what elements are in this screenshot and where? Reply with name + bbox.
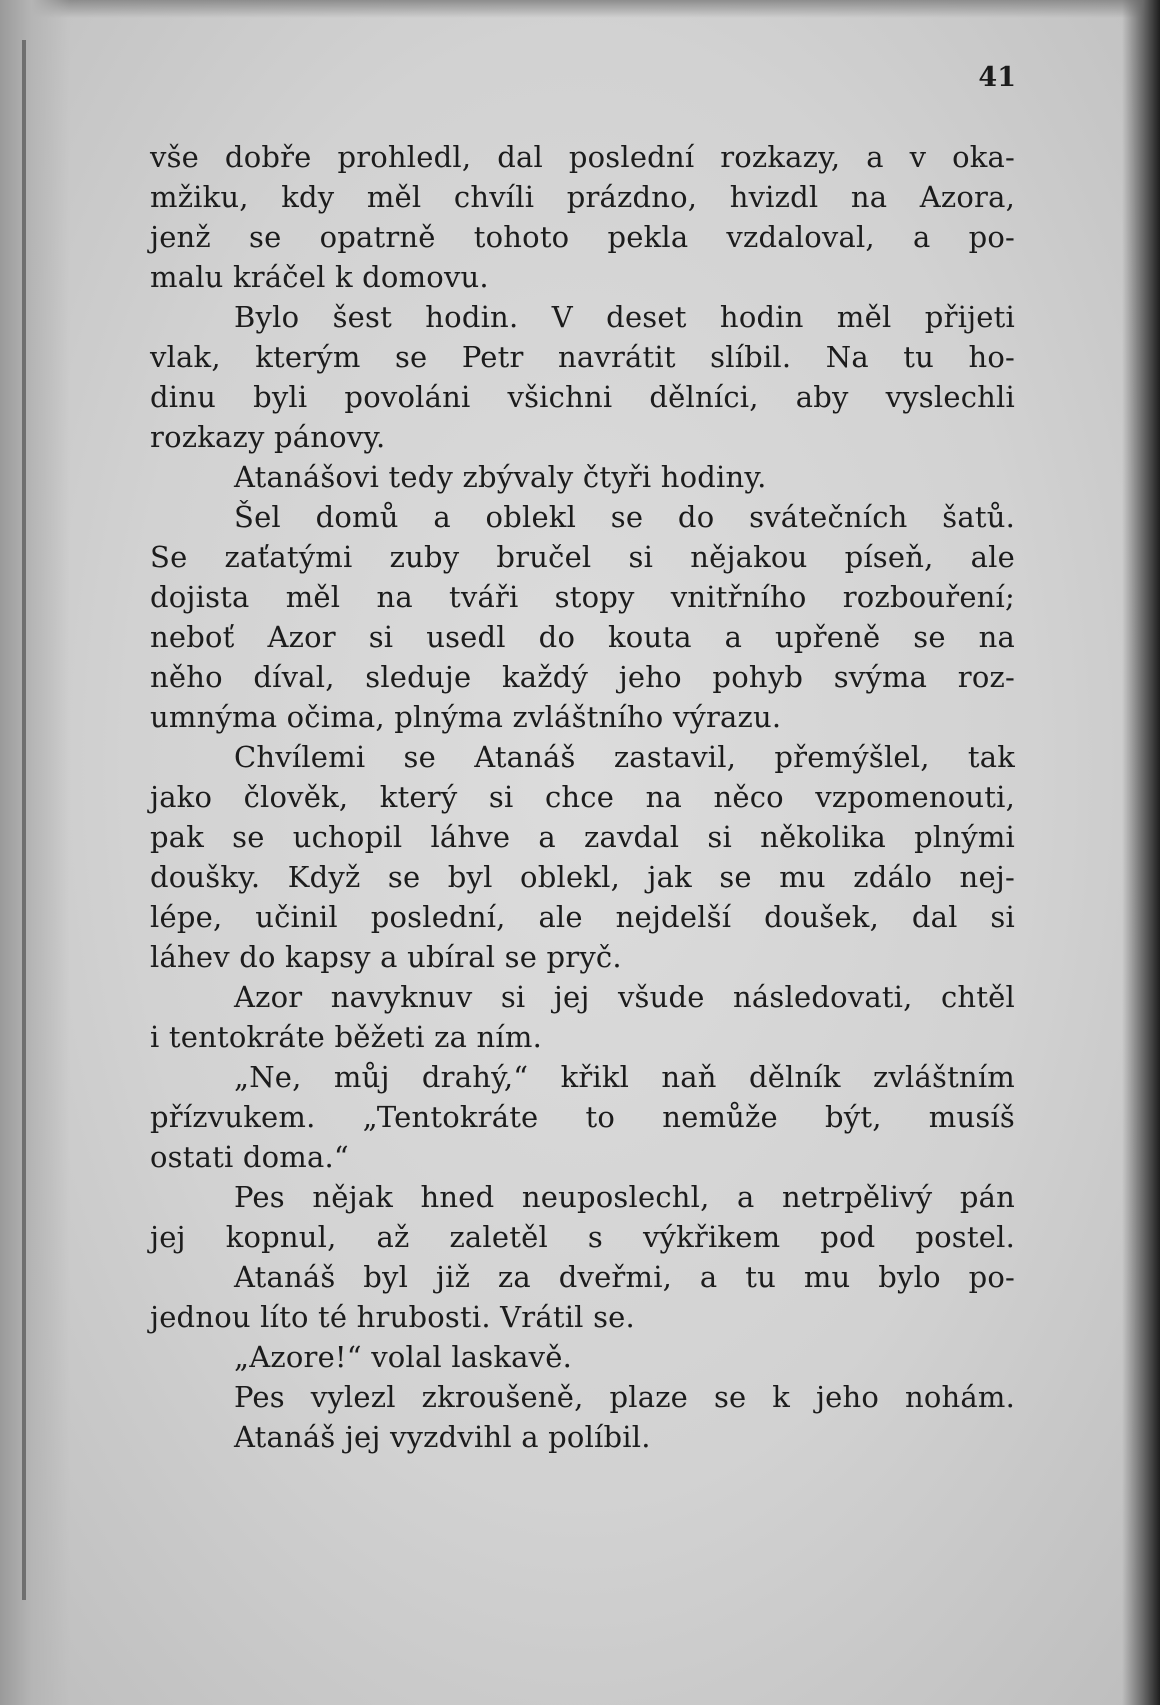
- text-line: dojista měl na tváři stopy vnitřního rozbouření;: [150, 580, 1015, 614]
- text-line: doušky. Když se byl oblekl, jak se mu zdálo nej-: [150, 860, 1015, 894]
- text-line: jenž se opatrně tohoto pekla vzdaloval, a po-: [150, 220, 1015, 254]
- text-line: jako člověk, který si chce na něco vzpomenouti,: [150, 780, 1015, 814]
- text-line: dinu byli povoláni všichni dělníci, aby vyslechli: [150, 380, 1015, 414]
- text-line: umnýma očima, plnýma zvláštního výrazu.: [150, 700, 782, 734]
- text-line: ostati doma.“: [150, 1140, 349, 1174]
- text-line: jednou líto té hrubosti. Vrátil se.: [150, 1300, 635, 1334]
- text-line: Atanáš byl již za dveřmi, a tu mu bylo po-: [234, 1260, 1015, 1294]
- text-line: něho díval, sleduje každý jeho pohyb svýma roz-: [150, 660, 1015, 694]
- text-line: Bylo šest hodin. V deset hodin měl přijeti: [234, 300, 1015, 334]
- text-line: malu kráčel k domovu.: [150, 260, 489, 294]
- text-line: Pes vylezl zkroušeně, plaze se k jeho nohám.: [234, 1380, 1015, 1414]
- text-line: Šel domů a oblekl se do svátečních šatů.: [234, 500, 1015, 534]
- text-line: jej kopnul, až zaletěl s výkřikem pod postel.: [150, 1220, 1015, 1254]
- text-line: láhev do kapsy a ubíral se pryč.: [150, 940, 622, 974]
- text-line: „Azore!“ volal laskavě.: [234, 1340, 573, 1374]
- top-edge-shadow: [0, 0, 1160, 18]
- page-gutter: [0, 0, 70, 1705]
- text-line: Azor navyknuv si jej všude následovati, chtěl: [234, 980, 1015, 1014]
- text-line: pak se uchopil láhve a zavdal si několika plnými: [150, 820, 1015, 854]
- text-line: lépe, učinil poslední, ale nejdelší doušek, dal si: [150, 900, 1015, 934]
- text-line: neboť Azor si usedl do kouta a upřeně se na: [150, 620, 1015, 654]
- page-number: 41: [978, 62, 1016, 93]
- text-line: i tentokráte běžeti za ním.: [150, 1020, 543, 1054]
- text-line: rozkazy pánovy.: [150, 420, 386, 454]
- text-line: Se zaťatými zuby bručel si nějakou píseň, ale: [150, 540, 1015, 574]
- text-line: vlak, kterým se Petr navrátit slíbil. Na tu ho-: [150, 340, 1015, 374]
- body-text: [150, 137, 1015, 1457]
- text-line: vše dobře prohledl, dal poslední rozkazy, a v oka-: [150, 140, 1015, 174]
- text-line: Chvílemi se Atanáš zastavil, přemýšlel, tak: [234, 740, 1015, 774]
- page-edge-shadow: [1122, 0, 1160, 1705]
- text-line: „Ne, můj drahý,“ křikl naň dělník zvláštním: [234, 1060, 1015, 1094]
- text-line: Atanáš jej vyzdvihl a políbil.: [234, 1420, 651, 1454]
- text-line: přízvukem. „Tentokráte to nemůže být, musíš: [150, 1100, 1015, 1134]
- text-line: Pes nějak hned neuposlechl, a netrpělivý pán: [234, 1180, 1015, 1214]
- text-line: Atanášovi tedy zbývaly čtyři hodiny.: [234, 460, 767, 494]
- text-line: mžiku, kdy měl chvíli prázdno, hvizdl na Azora,: [150, 180, 1015, 214]
- binding-line: [22, 40, 26, 1600]
